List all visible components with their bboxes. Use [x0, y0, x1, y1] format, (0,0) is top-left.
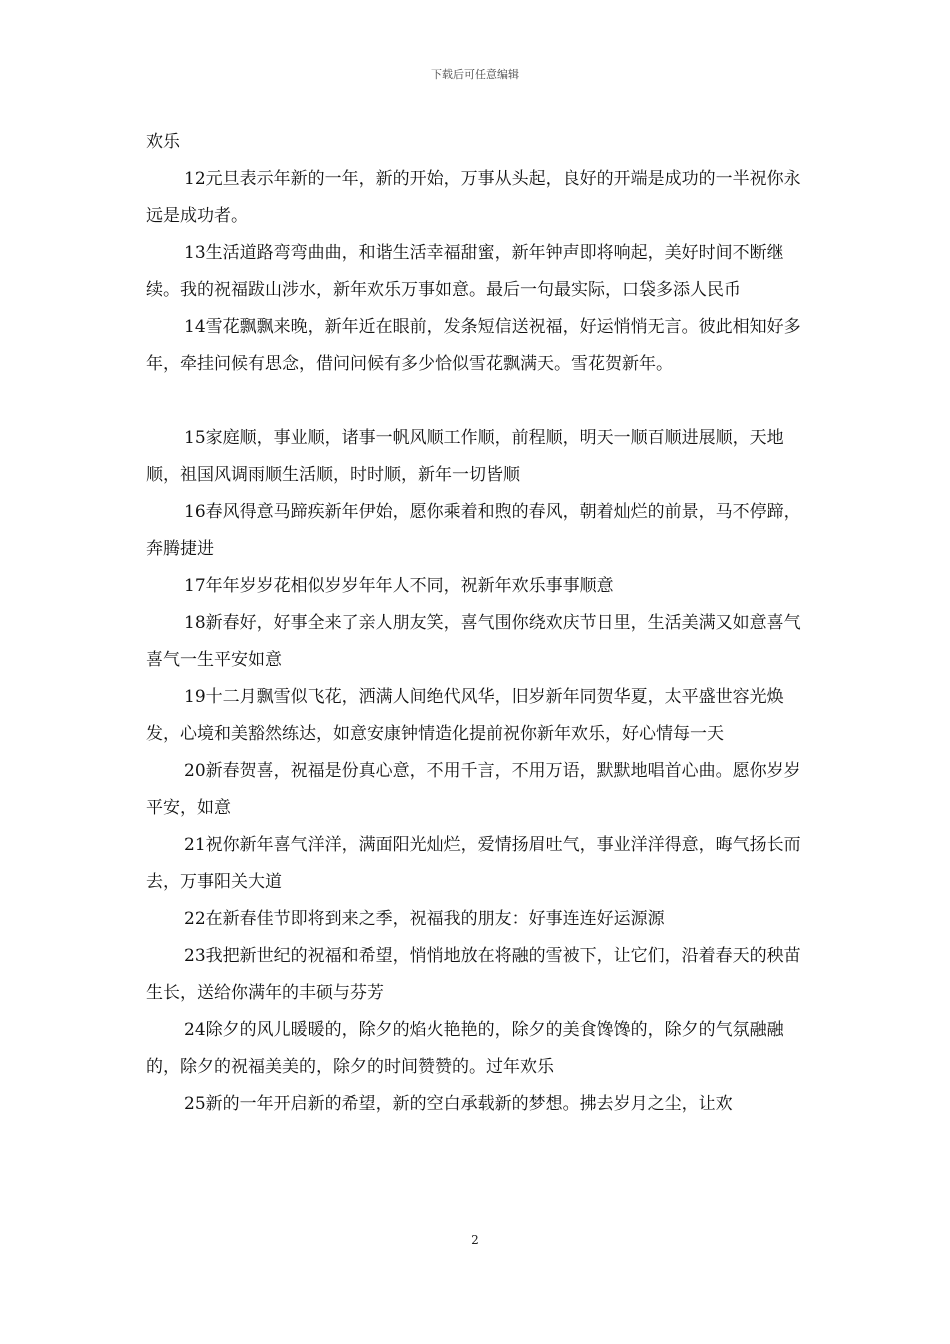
paragraph-25: 25新的一年开启新的希望，新的空白承载新的梦想。拂去岁月之尘，让欢	[184, 1094, 733, 1114]
paragraph-14: 14雪花飘飘来晚，新年近在眼前，发条短信送祝福，好运悄悄无言。彼此相知好多年，牵挂问候有思念，借问问候有多少恰似雪花飘满天。雪花贺新年。	[146, 317, 801, 374]
paragraph-12: 12元旦表示年新的一年，新的开始，万事从头起，良好的开端是成功的一半祝你永远是成功者。	[146, 169, 801, 226]
document-body	[146, 124, 816, 1123]
paragraph-16: 16春风得意马蹄疾新年伊始，愿你乘着和煦的春风，朝着灿烂的前景，马不停蹄，奔腾捷进	[146, 502, 801, 559]
paragraph-19: 19十二月飘雪似飞花，洒满人间绝代风华，旧岁新年同贺华夏，太平盛世容光焕发，心境和美豁然练达，如意安康钟情造化提前祝你新年欢乐，好心情每一天	[146, 687, 784, 744]
paragraph-13: 13生活道路弯弯曲曲，和谐生活幸福甜蜜，新年钟声即将响起，美好时间不断继续。我的祝福跋山涉水，新年欢乐万事如意。最后一句最实际，口袋多添人民币	[146, 243, 784, 300]
page-header: 下载后可任意编辑	[431, 68, 519, 81]
paragraph-22: 22在新春佳节即将到来之季，祝福我的朋友：好事连连好运源源	[184, 909, 665, 929]
paragraph-continuation: 欢乐	[146, 132, 180, 152]
paragraph-24: 24除夕的风儿暖暖的，除夕的焰火艳艳的，除夕的美食馋馋的，除夕的气氛融融的，除夕的祝福美美的，除夕的时间赞赞的。过年欢乐	[146, 1020, 784, 1077]
blank-line	[146, 383, 816, 420]
paragraph-21: 21祝你新年喜气洋洋，满面阳光灿烂，爱情扬眉吐气，事业洋洋得意，晦气扬长而去，万事阳关大道	[146, 835, 801, 892]
page-number: 2	[471, 1233, 479, 1247]
paragraph-18: 18新春好，好事全来了亲人朋友笑，喜气围你绕欢庆节日里，生活美满又如意喜气喜气一生平安如意	[146, 613, 801, 670]
paragraph-23: 23我把新世纪的祝福和希望，悄悄地放在将融的雪被下，让它们，沿着春天的秧苗生长，送给你满年的丰硕与芬芳	[146, 946, 801, 1003]
paragraph-17: 17年年岁岁花相似岁岁年年人不同，祝新年欢乐事事顺意	[184, 576, 614, 596]
paragraph-20: 20新春贺喜，祝福是份真心意，不用千言，不用万语，默默地唱首心曲。愿你岁岁平安，如意	[146, 761, 801, 818]
paragraph-15: 15家庭顺，事业顺，诸事一帆风顺工作顺，前程顺，明天一顺百顺进展顺，天地顺，祖国风调雨顺生活顺，时时顺，新年一切皆顺	[146, 428, 784, 485]
